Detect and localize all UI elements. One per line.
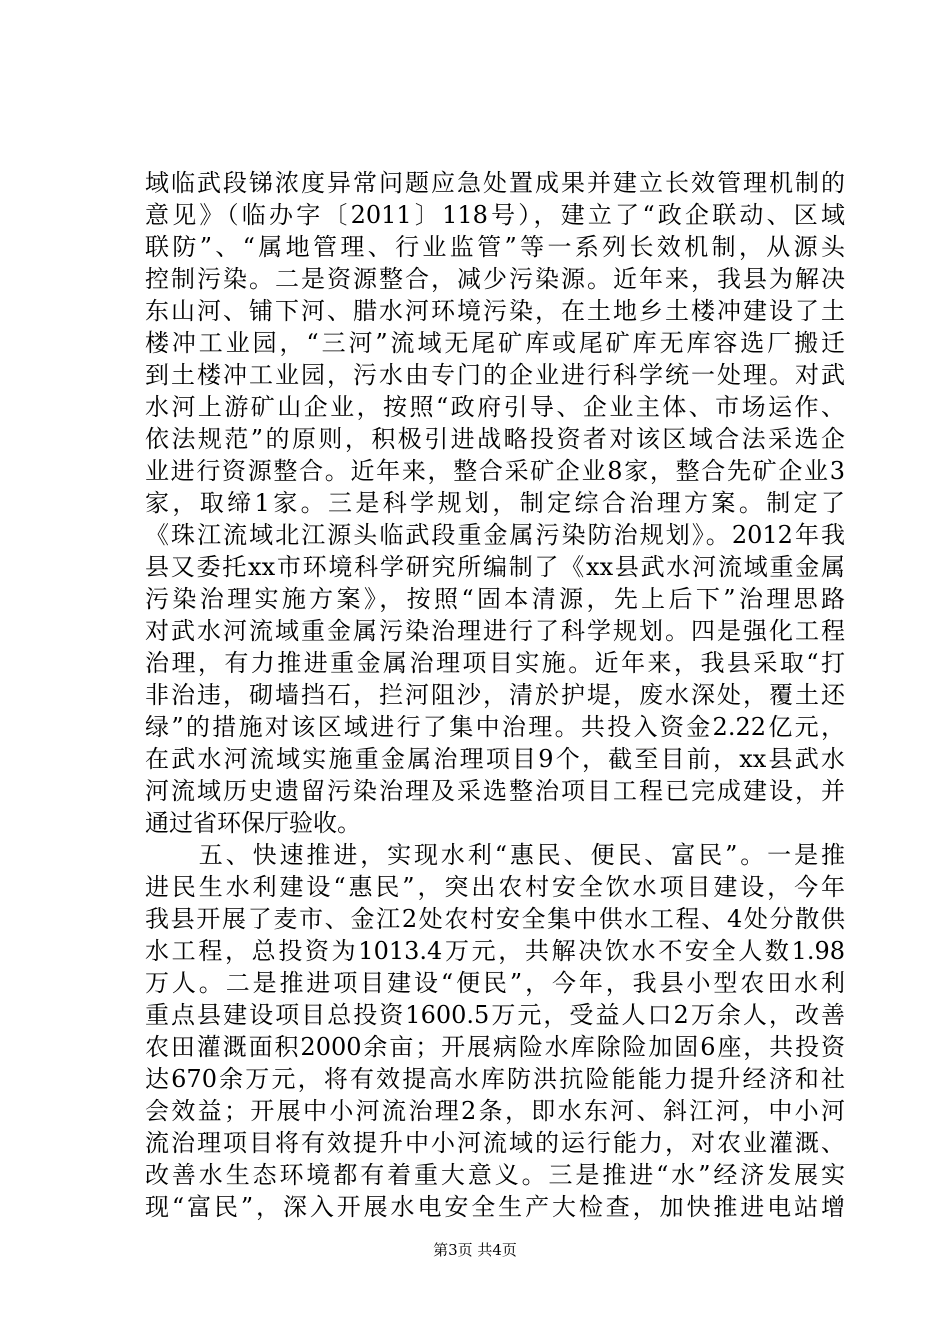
text-line-15: 对武水河流域重金属污染治理进行了科学规划。四是强化工程 — [145, 617, 845, 645]
text-line-30: 会效益；开展中小河流治理2条，即水东河、斜江河，中小河 — [145, 1097, 845, 1125]
text-line-18: 绿”的措施对该区域进行了集中治理。共投入资金2.22亿元， — [145, 713, 845, 741]
text-line-24: 我县开展了麦市、金江2处农村安全集中供水工程、4处分散供 — [145, 905, 845, 933]
text-line-16: 治理，有力推进重金属治理项目实施。近年来，我县采取“打 — [145, 649, 845, 677]
text-line-31: 流治理项目将有效提升中小河流域的运行能力，对农业灌溉、 — [145, 1129, 845, 1157]
text-line-6: 楼冲工业园，“三河”流域无尾矿库或尾矿库无库容选厂搬迁 — [145, 329, 845, 357]
text-line-21: 通过省环保厅验收。 — [145, 809, 361, 837]
text-line-25: 水工程，总投资为1013.4万元，共解决饮水不安全人数1.98 — [145, 937, 845, 965]
text-line-22: 五、快速推进，实现水利“惠民、便民、富民”。一是推 — [145, 841, 845, 869]
text-line-27: 重点县建设项目总投资1600.5万元，受益人口2万余人，改善 — [145, 1001, 845, 1029]
text-line-12: 《珠江流域北江源头临武段重金属污染防治规划》。2012年我 — [145, 521, 845, 549]
text-line-5: 东山河、铺下河、腊水河环境污染，在土地乡土楼冲建设了土 — [145, 297, 845, 325]
text-line-8: 水河上游矿山企业，按照“政府引导、企业主体、市场运作、 — [145, 393, 845, 421]
text-line-3: 联防”、“属地管理、行业监管”等一系列长效机制，从源头 — [145, 233, 845, 261]
text-line-17: 非治违，砌墙挡石，拦河阻沙，清於护堤，废水深处，覆土还 — [145, 681, 845, 709]
text-line-26: 万人。二是推进项目建设“便民”，今年，我县小型农田水利 — [145, 969, 845, 997]
text-line-19: 在武水河流域实施重金属治理项目9个，截至目前，xx县武水 — [145, 745, 845, 773]
text-line-20: 河流域历史遗留污染治理及采选整治项目工程已完成建设，并 — [145, 777, 845, 805]
text-line-2: 意见》（临办字〔2011〕118号），建立了“政企联动、区域 — [145, 201, 845, 229]
text-line-33: 现“富民”，深入开展水电安全生产大检查，加快推进电站增 — [145, 1193, 845, 1221]
page-number-label: 第3页 共4页 — [433, 1241, 517, 1259]
text-line-29: 达670余万元，将有效提高水库防洪抗险能能力提升经济和社 — [145, 1065, 845, 1093]
text-line-23: 进民生水利建设“惠民”，突出农村安全饮水项目建设，今年 — [145, 873, 845, 901]
text-line-13: 县又委托xx市环境科学研究所编制了《xx县武水河流域重金属 — [145, 553, 845, 581]
text-line-14: 污染治理实施方案》，按照“固本清源，先上后下”治理思路 — [145, 585, 845, 613]
text-line-10: 业进行资源整合。近年来，整合采矿企业8家，整合先矿企业3 — [145, 457, 845, 485]
text-line-1: 域临武段锑浓度异常问题应急处置成果并建立长效管理机制的 — [145, 169, 845, 197]
document-body — [145, 167, 845, 1223]
text-line-32: 改善水生态环境都有着重大意义。三是推进“水”经济发展实 — [145, 1161, 845, 1189]
text-line-7: 到土楼冲工业园，污水由专门的企业进行科学统一处理。对武 — [145, 361, 845, 389]
text-line-4: 控制污染。二是资源整合，减少污染源。近年来，我县为解决 — [145, 265, 845, 293]
text-line-28: 农田灌溉面积2000余亩；开展病险水库除险加固6座，共投资 — [145, 1033, 845, 1061]
page-footer — [0, 1240, 950, 1260]
text-line-9: 依法规范”的原则，积极引进战略投资者对该区域合法采选企 — [145, 425, 845, 453]
text-line-11: 家，取缔1家。三是科学规划，制定综合治理方案。制定了 — [145, 489, 845, 517]
